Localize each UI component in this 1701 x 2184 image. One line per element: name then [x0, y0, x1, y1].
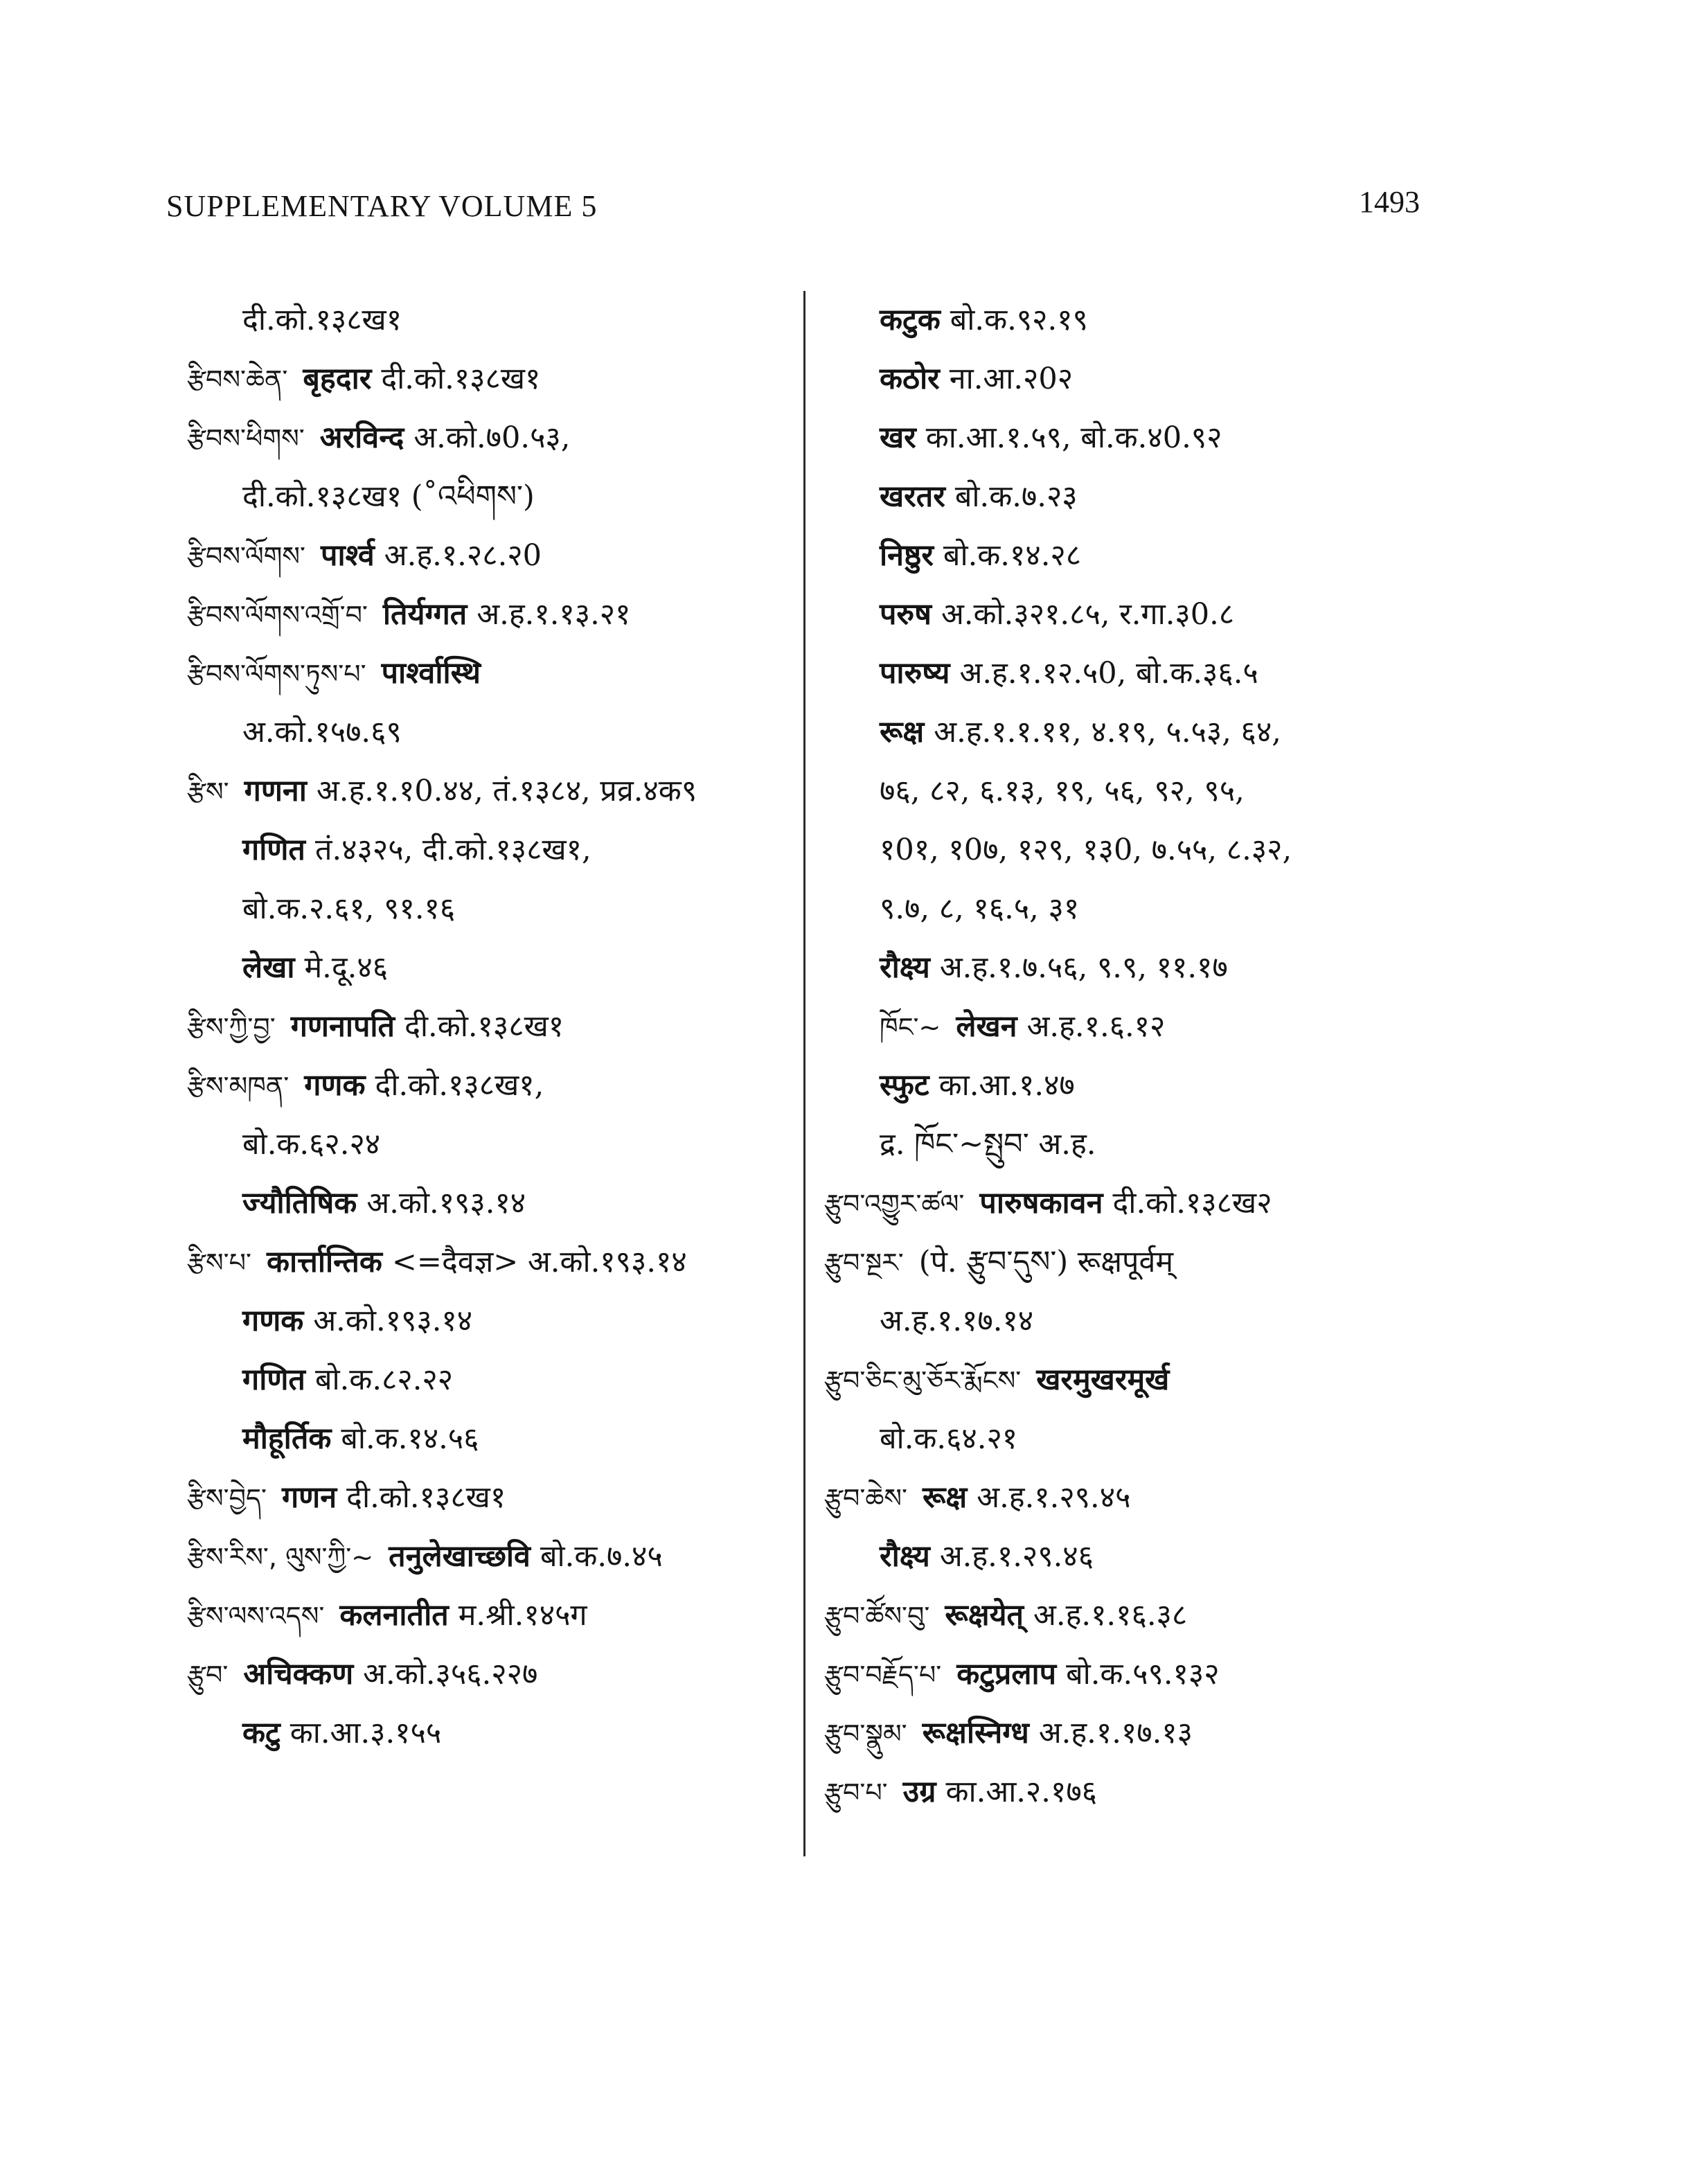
- dictionary-line: [187, 585, 831, 644]
- dictionary-line: [187, 409, 831, 468]
- dictionary-line: [824, 1174, 1468, 1233]
- dictionary-line: [824, 1586, 1468, 1645]
- sanskrit-equivalent: रूक्ष: [923, 1480, 968, 1515]
- dictionary-line: [824, 939, 1468, 997]
- source-reference: अ.को.३२१.८५, र.गा.३0.८: [941, 597, 1235, 632]
- left-column: [187, 291, 831, 1763]
- sanskrit-equivalent: गणक: [242, 1304, 304, 1338]
- dictionary-line: [824, 526, 1468, 585]
- source-reference: अ.ह.१.१७.१३: [1038, 1716, 1193, 1750]
- source-reference: अ.ह.१.१२.५0, बो.क.३६.५: [959, 656, 1258, 691]
- sanskrit-equivalent: अचिक्कण: [243, 1657, 354, 1692]
- source-reference: ७६, ८२, ६.१३, १९, ५६, ९२, ९५,: [880, 774, 1245, 808]
- sanskrit-equivalent: कटुक: [880, 303, 941, 337]
- dictionary-line: [824, 1527, 1468, 1586]
- tibetan-headword: རྩིས་: [187, 776, 229, 807]
- sanskrit-equivalent: पारुष्य: [880, 656, 950, 691]
- sanskrit-equivalent: तनुलेखाच्छवि: [389, 1539, 531, 1574]
- source-reference: अ.को.१९३.१४: [313, 1304, 473, 1338]
- dictionary-line: [187, 1056, 831, 1115]
- source-reference: अ.को.७0.५३,: [413, 420, 571, 455]
- sanskrit-equivalent: गणना: [244, 774, 307, 808]
- source-reference: बो.क.६४.२१: [880, 1421, 1018, 1456]
- dictionary-line: [824, 1292, 1468, 1351]
- sanskrit-equivalent: रौक्ष्य: [880, 1539, 930, 1574]
- tibetan-headword: རྩུབ་སྣུམ་: [824, 1719, 907, 1749]
- dictionary-line: [824, 291, 1468, 350]
- source-reference: अ.ह.१.२९.४६: [939, 1539, 1094, 1574]
- sanskrit-equivalent: रूक्ष: [880, 715, 925, 749]
- source-reference: बो.क.७.४५: [540, 1539, 663, 1574]
- tibetan-headword: རྩིས་ཀྱི་བྱ་: [187, 1012, 276, 1042]
- source-reference: दी.को.१३८ख१: [381, 362, 541, 396]
- dictionary-line: [187, 703, 831, 762]
- dictionary-line: [187, 1704, 831, 1763]
- dictionary-line: [187, 468, 831, 526]
- source-reference: १0१, १0७, १२९, १३0, ७.५५, ८.३२,: [880, 833, 1292, 867]
- dictionary-line: [824, 1233, 1468, 1292]
- source-reference: मे.दू.४६: [304, 950, 389, 985]
- sanskrit-equivalent: अरविन्द: [319, 420, 404, 455]
- dictionary-line: [187, 939, 831, 997]
- source-reference: बो.क.१४.५६: [341, 1421, 479, 1456]
- dictionary-line: [824, 1763, 1468, 1822]
- dictionary-line: [187, 1174, 831, 1233]
- source-reference: तं.४३२५, दी.को.१३८ख१,: [314, 833, 591, 867]
- tibetan-headword: རྩུབ་སྔར་: [824, 1248, 904, 1278]
- dictionary-line: [187, 880, 831, 939]
- dictionary-line: [187, 821, 831, 880]
- sanskrit-equivalent: पारुषकावन: [979, 1186, 1103, 1220]
- dictionary-line: [824, 585, 1468, 644]
- source-reference: <=दैवज्ञ> अ.को.१९३.१४: [391, 1245, 687, 1279]
- dictionary-line: [824, 1056, 1468, 1115]
- dictionary-line: [824, 644, 1468, 703]
- sanskrit-equivalent: तिर्यग्गत: [382, 597, 467, 632]
- tibetan-headword: རྩུབ་: [187, 1660, 229, 1690]
- tibetan-headword: རྩིབས་ཆེན་: [187, 364, 288, 395]
- dictionary-line: [824, 468, 1468, 526]
- tibetan-headword: རྩིབས་ལོགས་: [187, 541, 306, 571]
- dictionary-line: [824, 350, 1468, 409]
- source-reference: दी.को.१३८ख१: [242, 303, 402, 337]
- tibetan-headword: རྩིས་བྱེད་: [187, 1483, 267, 1513]
- source-reference: अ.को.३५६.२२७: [363, 1657, 538, 1692]
- tibetan-headword: རྩུབ་པ་: [824, 1777, 888, 1808]
- sanskrit-equivalent: गणित: [242, 833, 305, 867]
- sanskrit-equivalent: गणित: [242, 1362, 305, 1397]
- dictionary-line: [824, 997, 1468, 1056]
- source-reference: का.आ.१.५९, बो.क.४0.९२: [925, 420, 1222, 455]
- tibetan-headword: རྩུབ་ཅིང་མུ་ཅོར་རྨོངས་: [824, 1365, 1022, 1396]
- tibetan-headword: རྩིས་མཁན་: [187, 1071, 290, 1101]
- dictionary-line: [187, 997, 831, 1056]
- source-reference: दी.को.१३८ख१: [404, 1009, 564, 1044]
- dictionary-line: [187, 1410, 831, 1468]
- dictionary-line: [187, 1586, 831, 1645]
- source-reference: अ.ह.१.२८.२0: [384, 538, 542, 573]
- column-divider: [803, 291, 805, 1856]
- source-reference: बो.क.७.२३: [954, 479, 1078, 514]
- dictionary-line: [187, 291, 831, 350]
- right-column: [824, 291, 1468, 1822]
- source-reference: अ.ह.१.६.१२: [1026, 1009, 1166, 1044]
- source-reference: बो.क.६२.२४: [242, 1127, 381, 1162]
- tibetan-headword: རྩུབ་ཚོས་བུ་: [824, 1601, 930, 1631]
- source-reference: अ.ह.१.२९.४५: [977, 1480, 1131, 1515]
- sanskrit-equivalent: उग्र: [902, 1775, 936, 1809]
- tibetan-headword: རྩིས་རིས་, ལུས་ཀྱི་~: [187, 1542, 374, 1572]
- dictionary-line: [824, 1645, 1468, 1704]
- dictionary-line: [824, 1410, 1468, 1468]
- source-reference: का.आ.२.१७६: [945, 1775, 1098, 1809]
- sanskrit-equivalent: कार्त्तान्तिक: [266, 1245, 382, 1279]
- sanskrit-equivalent: रूक्षस्निग्ध: [922, 1716, 1029, 1750]
- dictionary-line: [187, 644, 831, 703]
- sanskrit-equivalent: परुष: [880, 597, 932, 632]
- sanskrit-equivalent: बृहदार: [303, 362, 372, 396]
- dictionary-line: [187, 1527, 831, 1586]
- tibetan-headword: རྩིས་པ་: [187, 1248, 251, 1278]
- dictionary-line: [824, 821, 1468, 880]
- source-reference: दी.को.१३८ख२: [1112, 1186, 1272, 1220]
- sanskrit-equivalent: पार्श्व: [321, 538, 375, 573]
- tibetan-headword: རྩིས་ལས་འདས་: [187, 1601, 325, 1631]
- source-reference: अ.को.१९३.१४: [366, 1186, 526, 1220]
- sanskrit-equivalent: गणन: [281, 1480, 337, 1515]
- sanskrit-equivalent: कठोर: [880, 362, 940, 396]
- sanskrit-equivalent: रूक्षयेत्: [945, 1598, 1024, 1633]
- source-reference: द्र. ཁོང་~སྤུབ་ अ.ह.: [880, 1127, 1096, 1162]
- tibetan-headword: རྩིབས་ལོགས་ཏུས་པ་: [187, 659, 366, 689]
- source-reference: अ.ह.१.१७.१४: [880, 1304, 1034, 1338]
- source-reference: बो.क.५९.१३२: [1066, 1657, 1220, 1692]
- source-reference: (पे. རྩུབ་དུས་) रूक्षपूर्वम्: [918, 1245, 1174, 1279]
- dictionary-line: [824, 1115, 1468, 1174]
- sanskrit-equivalent: गणक: [304, 1068, 366, 1103]
- sanskrit-equivalent: पार्श्वास्थि: [381, 656, 481, 691]
- source-reference: दी.को.१३८ख१: [346, 1480, 506, 1515]
- sanskrit-equivalent: गणनापति: [290, 1009, 395, 1044]
- tibetan-headword: རྩུབ་ཆེས་: [824, 1483, 908, 1513]
- source-reference: अ.ह.१.७.५६, ९.९, ११.१७: [939, 950, 1228, 985]
- dictionary-line: [187, 1351, 831, 1410]
- source-reference: अ.ह.१.१६.३८: [1033, 1598, 1188, 1633]
- sanskrit-equivalent: मौहूर्तिक: [242, 1421, 332, 1456]
- dictionary-line: [824, 409, 1468, 468]
- sanskrit-equivalent: कलनातीत: [339, 1598, 449, 1633]
- source-reference: का.आ.३.१५५: [290, 1716, 442, 1750]
- dictionary-line: [187, 1468, 831, 1527]
- tibetan-headword: ཁོང་~: [880, 1012, 941, 1042]
- page-number: 1493: [1359, 185, 1420, 219]
- sanskrit-equivalent: लेखा: [242, 950, 295, 985]
- sanskrit-equivalent: ज्यौतिषिक: [242, 1186, 357, 1220]
- source-reference: अ.को.१५७.६९: [242, 715, 402, 749]
- source-reference: का.आ.१.४७: [938, 1068, 1075, 1103]
- source-reference: बो.क.२.६१, ९१.१६: [242, 891, 456, 926]
- dictionary-line: [187, 350, 831, 409]
- dictionary-line: [824, 762, 1468, 821]
- source-reference: दी.को.१३८ख१,: [375, 1068, 544, 1103]
- dictionary-line: [824, 1704, 1468, 1763]
- tibetan-headword: རྩིབས་ལོགས་འགྲོ་བ་: [187, 600, 368, 630]
- sanskrit-equivalent: कटु: [242, 1716, 280, 1750]
- dictionary-line: [187, 1645, 831, 1704]
- source-reference: म.श्री.१४५ग: [458, 1598, 587, 1633]
- sanskrit-equivalent: कटुप्रलाप: [956, 1657, 1057, 1692]
- source-reference: दी.को.१३८ख१ (˚འཕིགས་): [242, 479, 535, 514]
- running-head: SUPPLEMENTARY VOLUME 5: [166, 189, 598, 223]
- sanskrit-equivalent: खरतर: [880, 479, 945, 514]
- dictionary-line: [824, 1351, 1468, 1410]
- sanskrit-equivalent: खरमुखरमूर्ख: [1036, 1362, 1170, 1397]
- sanskrit-equivalent: लेखन: [956, 1009, 1017, 1044]
- source-reference: ना.आ.२0२: [949, 362, 1074, 396]
- sanskrit-equivalent: रौक्ष्य: [880, 950, 930, 985]
- source-reference: बो.क.८२.२२: [314, 1362, 454, 1397]
- dictionary-line: [187, 1292, 831, 1351]
- dictionary-line: [187, 1233, 831, 1292]
- tibetan-headword: རྩིབས་ཕིགས་: [187, 423, 305, 454]
- dictionary-line: [824, 703, 1468, 762]
- source-reference: अ.ह.१.१.११, ४.१९, ५.५३, ६४,: [934, 715, 1281, 749]
- sanskrit-equivalent: स्फुट: [880, 1068, 929, 1103]
- source-reference: बो.क.९२.१९: [950, 303, 1088, 337]
- tibetan-headword: རྩུབ་འགྱུར་ཚལ་: [824, 1189, 965, 1219]
- source-reference: अ.ह.१.१0.४४, तं.१३८४, प्रव्र.४क९: [316, 774, 697, 808]
- sanskrit-equivalent: खर: [880, 420, 916, 455]
- source-reference: अ.ह.१.१३.२१: [477, 597, 631, 632]
- dictionary-line: [187, 1115, 831, 1174]
- sanskrit-equivalent: निष्ठुर: [880, 538, 934, 573]
- dictionary-line: [824, 880, 1468, 939]
- source-reference: बो.क.१४.२८: [943, 538, 1082, 573]
- tibetan-headword: རྩུབ་བརྗོད་པ་: [824, 1660, 942, 1690]
- dictionary-line: [824, 1468, 1468, 1527]
- source-reference: ९.७, ८, १६.५, ३१: [880, 891, 1080, 926]
- dictionary-line: [187, 526, 831, 585]
- dictionary-line: [187, 762, 831, 821]
